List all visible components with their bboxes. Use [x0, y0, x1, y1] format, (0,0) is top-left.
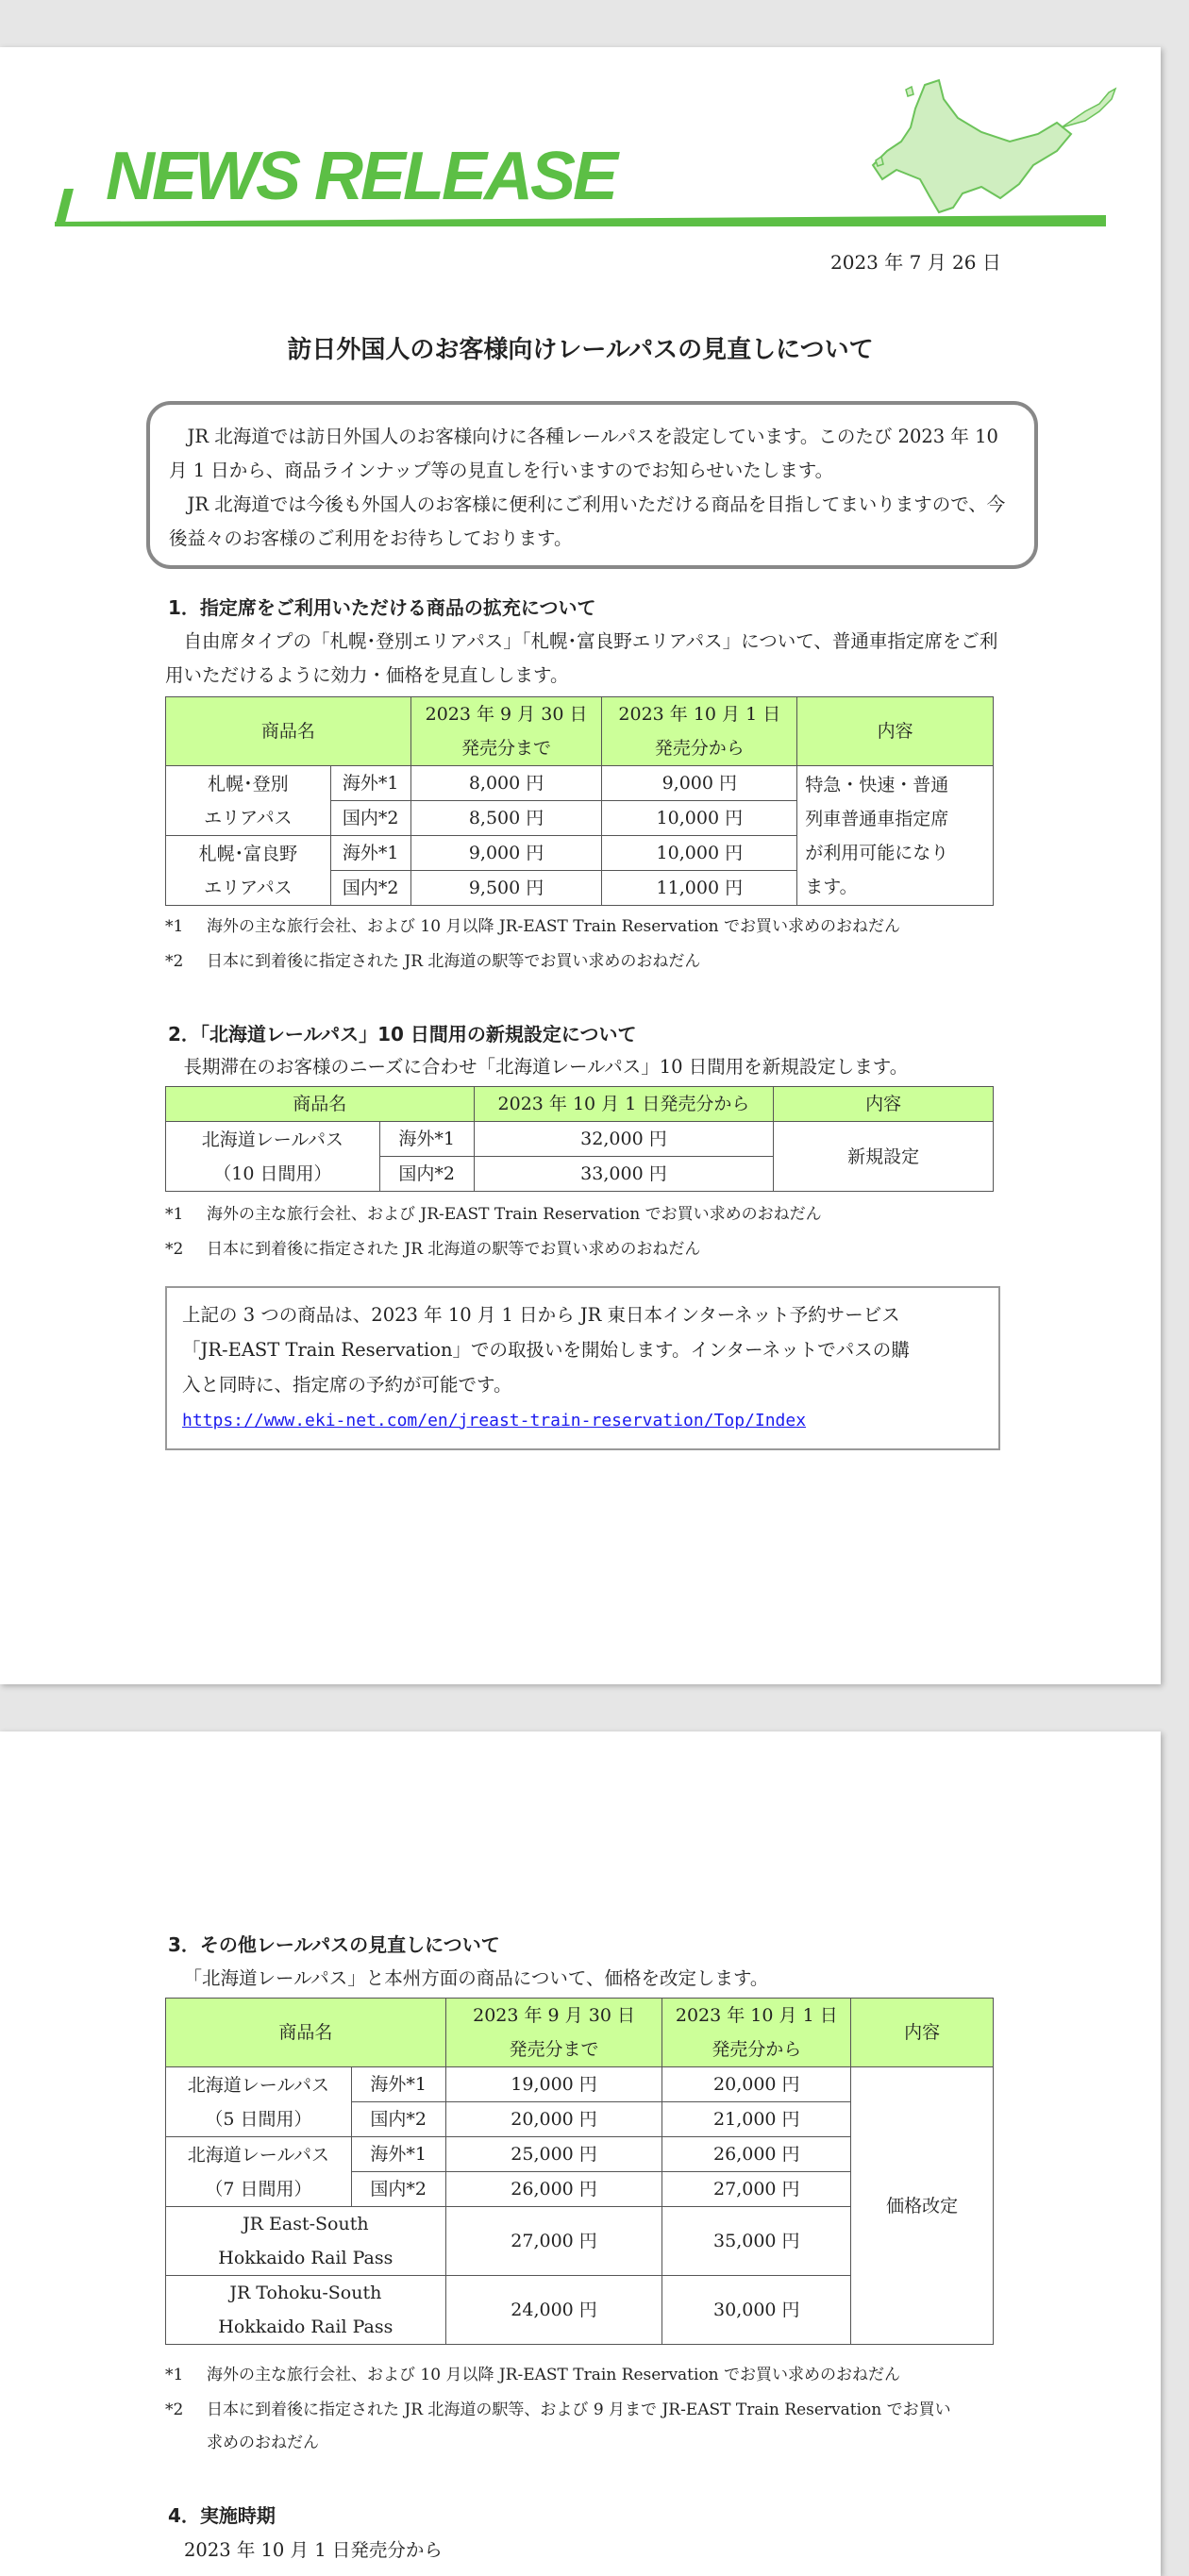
- old-price: 24,000 円: [445, 2276, 662, 2345]
- content-cell: 特急・快速・普通 列車普通車指定席 が利用可能になり ます。: [797, 766, 994, 906]
- section-1-body: 自由席タイプの「札幌･登別エリアパス」「札幌･富良野エリアパス」について、普通車指定席をご利用いただけるように効力・価格を見直しします。: [165, 630, 998, 686]
- section-1-heading: 1．指定席をご利用いただける商品の拡充について: [168, 596, 596, 619]
- reservation-info-box: [165, 1286, 1000, 1450]
- new-price: 32,000 円: [474, 1122, 774, 1157]
- market-label: 海外*1: [330, 766, 410, 801]
- old-price: 8,500 円: [410, 801, 602, 836]
- box-line: 上記の 3 つの商品は、2023 年 10 月 1 日から JR 東日本インターネット予約サービス: [182, 1304, 900, 1326]
- old-price: 26,000 円: [445, 2172, 662, 2207]
- old-price: 19,000 円: [445, 2067, 662, 2102]
- product-name: JR East-South Hokkaido Rail Pass: [166, 2207, 446, 2276]
- section-4-body: 2023 年 10 月 1 日発売分から: [184, 2539, 443, 2561]
- footnote: *1 海外の主な旅行会社、および 10 月以降 JR-EAST Train Reservation でお買い求めのおねだん: [165, 2366, 901, 2384]
- old-price: 25,000 円: [445, 2137, 662, 2172]
- section-1-table: [165, 696, 994, 906]
- section-4-heading: 4．実施時期: [168, 2504, 276, 2527]
- product-name: 北海道レールパス （10 日間用）: [166, 1122, 380, 1192]
- market-label: 海外*1: [351, 2067, 445, 2102]
- market-label: 国内*2: [330, 801, 410, 836]
- product-name: 札幌･富良野 エリアパス: [166, 836, 331, 906]
- footnote: *1 海外の主な旅行会社、および JR-EAST Train Reservation でお買い求めのおねだん: [165, 1205, 822, 1224]
- hokkaido-map-icon: [868, 75, 1123, 217]
- col-product: 商品名: [166, 697, 411, 766]
- old-price: 20,000 円: [445, 2102, 662, 2137]
- intro-paragraph: JR 北海道では訪日外国人のお客様向けに各種レールパスを設定しています。このたび 2023 年 10 月 1 日から、商品ラインナップ等の見直しを行いますのでお知らせいたします。: [169, 426, 998, 481]
- new-price: 27,000 円: [662, 2172, 851, 2207]
- news-release-logo: NEWS RELEASE: [106, 139, 616, 214]
- intro-box: [146, 401, 1038, 569]
- product-name: 北海道レールパス （7 日間用）: [166, 2137, 352, 2207]
- product-name: 北海道レールパス （5 日間用）: [166, 2067, 352, 2137]
- col-product: 商品名: [166, 1999, 446, 2067]
- table-header-row: [166, 1999, 994, 2067]
- intro-paragraph: JR 北海道では今後も外国人のお客様に便利にご利用いただける商品を目指してまいりますので、今後益々のお客様のご利用をお待ちしております。: [169, 493, 1006, 549]
- footnote: *2 日本に到着後に指定された JR 北海道の駅等でお買い求めのおねだん: [165, 952, 701, 971]
- table-row: [166, 2067, 994, 2102]
- market-label: 国内*2: [351, 2102, 445, 2137]
- table-row: [166, 1122, 994, 1157]
- news-release-header: [0, 47, 1161, 274]
- new-price: 33,000 円: [474, 1157, 774, 1192]
- document-page-1: [0, 47, 1161, 1684]
- col-content: 内容: [797, 697, 994, 766]
- product-name: 札幌･登別 エリアパス: [166, 766, 331, 836]
- market-label: 国内*2: [351, 2172, 445, 2207]
- table-header-row: [166, 697, 994, 766]
- section-2-body: 長期滞在のお客様のニーズに合わせ「北海道レールパス」10 日間用を新規設定します。: [183, 1056, 909, 1078]
- section-2-table: [165, 1086, 994, 1192]
- content-cell: 価格改定: [851, 2067, 994, 2345]
- market-label: 海外*1: [330, 836, 410, 871]
- section-2-heading: 2．「北海道レールパス」10 日間用の新規設定について: [168, 1023, 637, 1045]
- old-price: 8,000 円: [410, 766, 602, 801]
- document-page-2: [0, 1731, 1161, 2576]
- table-row: [166, 766, 994, 801]
- new-price: 30,000 円: [662, 2276, 851, 2345]
- old-price: 9,000 円: [410, 836, 602, 871]
- col-new: 2023 年 10 月 1 日発売分から: [474, 1087, 774, 1122]
- new-price: 11,000 円: [602, 871, 797, 906]
- market-label: 海外*1: [379, 1122, 474, 1157]
- col-old: 2023 年 9 月 30 日 発売分まで: [410, 697, 602, 766]
- page-title: 訪日外国人のお客様向けレールパスの見直しについて: [287, 336, 874, 364]
- footnote-continuation: 求めのおねだん: [207, 2434, 319, 2452]
- col-new: 2023 年 10 月 1 日 発売分から: [662, 1999, 851, 2067]
- section-3-body: 「北海道レールパス」と本州方面の商品について、価格を改定します。: [183, 1967, 769, 1989]
- new-price: 20,000 円: [662, 2067, 851, 2102]
- footnote: *1 海外の主な旅行会社、および 10 月以降 JR-EAST Train Reservation でお買い求めのおねだん: [165, 917, 901, 936]
- col-new: 2023 年 10 月 1 日 発売分から: [602, 697, 797, 766]
- box-line: 入と同時に、指定席の予約が可能です。: [182, 1374, 512, 1396]
- footnote: *2 日本に到着後に指定された JR 北海道の駅等、および 9 月まで JR-EAST Train Reservation でお買い: [165, 2400, 951, 2419]
- new-price: 10,000 円: [602, 801, 797, 836]
- market-label: 海外*1: [351, 2137, 445, 2172]
- col-product: 商品名: [166, 1087, 475, 1122]
- footnote: *2 日本に到着後に指定された JR 北海道の駅等でお買い求めのおねだん: [165, 1240, 701, 1259]
- col-content: 内容: [851, 1999, 994, 2067]
- new-price: 26,000 円: [662, 2137, 851, 2172]
- col-content: 内容: [774, 1087, 994, 1122]
- section-3-heading: 3．その他レールパスの見直しについて: [168, 1933, 500, 1956]
- release-date: 2023 年 7 月 26 日: [830, 251, 1001, 274]
- eki-net-link[interactable]: https://www.eki-net.com/en/jreast-train-reservation/Top/Index: [182, 1411, 807, 1430]
- new-price: 10,000 円: [602, 836, 797, 871]
- market-label: 国内*2: [330, 871, 410, 906]
- product-name: JR Tohoku-South Hokkaido Rail Pass: [166, 2276, 446, 2345]
- col-old: 2023 年 9 月 30 日 発売分まで: [445, 1999, 662, 2067]
- old-price: 27,000 円: [445, 2207, 662, 2276]
- section-3-table: [165, 1998, 994, 2345]
- market-label: 国内*2: [379, 1157, 474, 1192]
- new-price: 9,000 円: [602, 766, 797, 801]
- new-price: 21,000 円: [662, 2102, 851, 2137]
- table-header-row: [166, 1087, 994, 1122]
- new-price: 35,000 円: [662, 2207, 851, 2276]
- box-line: 「JR-EAST Train Reservation」での取扱いを開始します。インターネットでパスの購: [182, 1339, 910, 1361]
- content-cell: 新規設定: [774, 1122, 994, 1192]
- old-price: 9,500 円: [410, 871, 602, 906]
